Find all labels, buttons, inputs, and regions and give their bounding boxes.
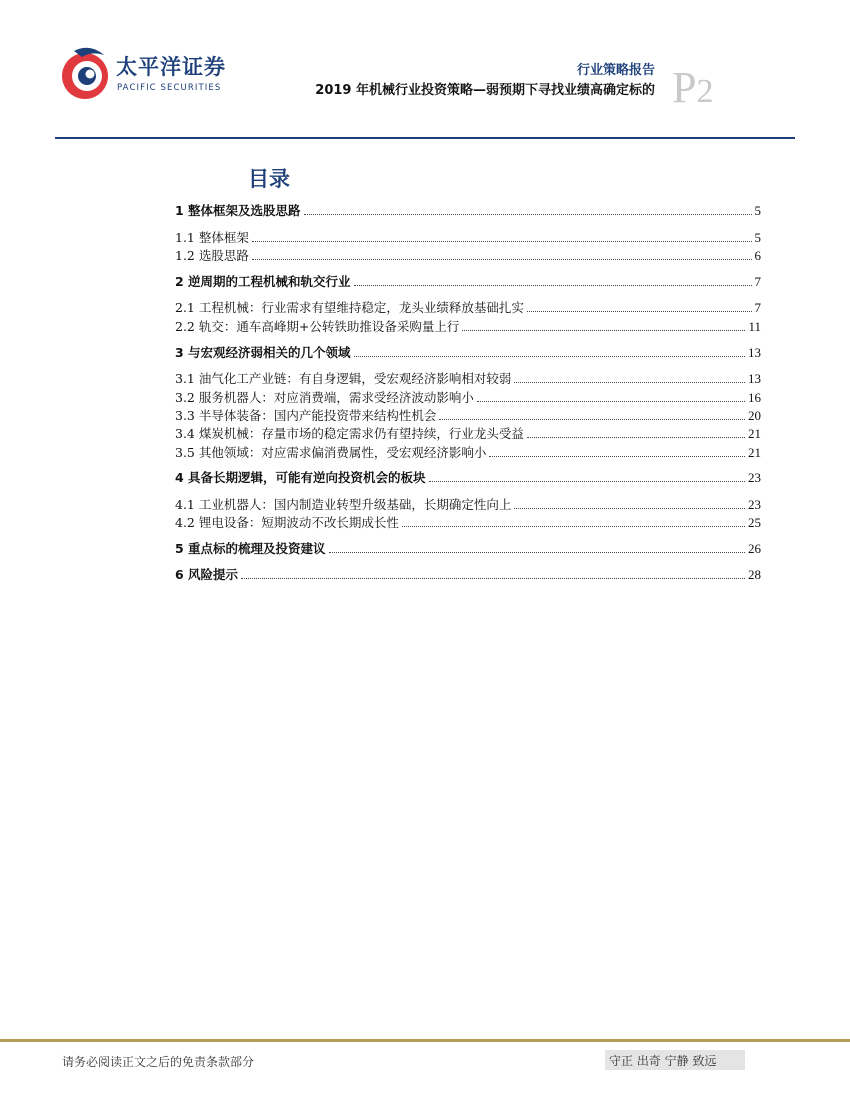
toc-entry[interactable]	[175, 272, 761, 290]
toc-leader-dots	[252, 241, 752, 242]
toc-entry[interactable]	[175, 495, 761, 513]
toc-entry-label: 4.1 工业机器人：国内制造业转型升级基础，长期确定性向上	[175, 497, 512, 512]
toc-entry-label: 1.2 选股思路	[175, 248, 249, 263]
footer-motto: 守正 出奇 宁静 致远	[605, 1050, 745, 1070]
toc-entry[interactable]	[175, 388, 761, 406]
toc-entry-page: 7	[754, 300, 761, 315]
toc-leader-dots	[329, 552, 745, 553]
toc-leader-dots	[439, 419, 745, 420]
report-type: 行业策略报告	[576, 63, 655, 78]
toc-leader-dots	[402, 526, 745, 527]
toc-entry-page: 21	[748, 445, 761, 460]
page-marker	[672, 63, 714, 112]
toc-leader-dots	[462, 330, 745, 331]
report-title: 2019 年机械行业投资策略—弱预期下寻找业绩高确定标的	[315, 83, 655, 98]
toc-entry[interactable]	[175, 513, 761, 531]
page-marker-number: 2	[696, 73, 714, 110]
toc-entry-label: 3 与宏观经济弱相关的几个领域	[175, 345, 351, 360]
toc-entry-page: 11	[748, 319, 761, 334]
toc-entry-label: 1 整体框架及选股思路	[175, 203, 301, 218]
toc-leader-dots	[527, 437, 745, 438]
toc-entry-label: 4 具备长期逻辑，可能有逆向投资机会的板块	[175, 470, 426, 485]
footer-divider	[0, 1039, 850, 1042]
toc-entry-label: 2.1 工程机械：行业需求有望维持稳定，龙头业绩释放基础扎实	[175, 300, 524, 315]
toc-entry-page: 7	[754, 274, 761, 289]
toc-entry-label: 4.2 锂电设备：短期波动不改长期成长性	[175, 515, 399, 530]
toc-leader-dots	[252, 259, 752, 260]
toc-entry-label: 3.2 服务机器人：对应消费端，需求受经济波动影响小	[175, 390, 474, 405]
toc-entry[interactable]	[175, 565, 761, 583]
toc-entry[interactable]	[175, 317, 761, 335]
toc-entry[interactable]	[175, 201, 761, 219]
toc-leader-dots	[429, 481, 745, 482]
toc-entry-page: 28	[748, 567, 761, 582]
toc-entry-page: 13	[748, 371, 761, 386]
toc-leader-dots	[477, 401, 745, 402]
toc-entry-label: 5 重点标的梳理及投资建议	[175, 541, 326, 556]
toc-entry-page: 21	[748, 426, 761, 441]
header-divider	[55, 137, 795, 139]
toc-leader-dots	[514, 508, 745, 509]
toc-entry[interactable]	[175, 468, 761, 486]
toc-entry-label: 1.1 整体框架	[175, 230, 249, 245]
toc-entry-label: 2.2 轨交：通车高峰期+公转铁助推设备采购量上行	[175, 319, 460, 334]
logo-emblem-icon	[60, 45, 114, 103]
toc-entry[interactable]	[175, 228, 761, 246]
toc-entry-page: 5	[754, 203, 761, 218]
logo-english-name: PACIFIC SECURITIES	[117, 83, 222, 93]
toc-entry[interactable]	[175, 246, 761, 264]
toc-leader-dots	[354, 356, 745, 357]
toc-leader-dots	[354, 285, 752, 286]
toc-entry-page: 6	[754, 248, 761, 263]
logo-chinese-name: 太平洋证券	[116, 55, 226, 79]
toc-entry-page: 20	[748, 408, 761, 423]
toc-entry-page: 23	[748, 470, 761, 485]
toc-entry[interactable]	[175, 298, 761, 316]
footer-disclaimer: 请务必阅读正文之后的免责条款部分	[62, 1055, 255, 1069]
toc-leader-dots	[489, 456, 745, 457]
toc-entry[interactable]	[175, 406, 761, 424]
toc-leader-dots	[241, 578, 745, 579]
toc-entry-page: 25	[748, 515, 761, 530]
toc-entry-label: 6 风险提示	[175, 567, 239, 582]
toc-entry-label: 3.3 半导体装备：国内产能投资带来结构性机会	[175, 408, 437, 423]
toc-entry[interactable]	[175, 343, 761, 361]
toc-entry-label: 3.1 油气化工产业链：有自身逻辑，受宏观经济影响相对较弱	[175, 371, 512, 386]
toc-entry[interactable]	[175, 424, 761, 442]
toc-entry-page: 26	[748, 541, 761, 556]
toc-entry-label: 3.5 其他领域：对应需求偏消费属性，受宏观经济影响小	[175, 445, 487, 460]
toc-heading: 目录	[248, 167, 290, 191]
toc-entry[interactable]	[175, 539, 761, 557]
toc-leader-dots	[304, 214, 752, 215]
page-marker-letter: P	[672, 63, 697, 112]
toc-entry-label: 3.4 煤炭机械：存量市场的稳定需求仍有望持续，行业龙头受益	[175, 426, 524, 441]
toc-entry-page: 13	[748, 345, 761, 360]
toc-leader-dots	[514, 382, 745, 383]
company-logo	[60, 45, 240, 105]
toc-entry[interactable]	[175, 443, 761, 461]
toc-leader-dots	[527, 311, 752, 312]
toc-entry-label: 2 逆周期的工程机械和轨交行业	[175, 274, 351, 289]
toc-entry[interactable]	[175, 369, 761, 387]
toc-entry-page: 5	[754, 230, 761, 245]
toc-entry-page: 16	[748, 390, 761, 405]
toc-entry-page: 23	[748, 497, 761, 512]
